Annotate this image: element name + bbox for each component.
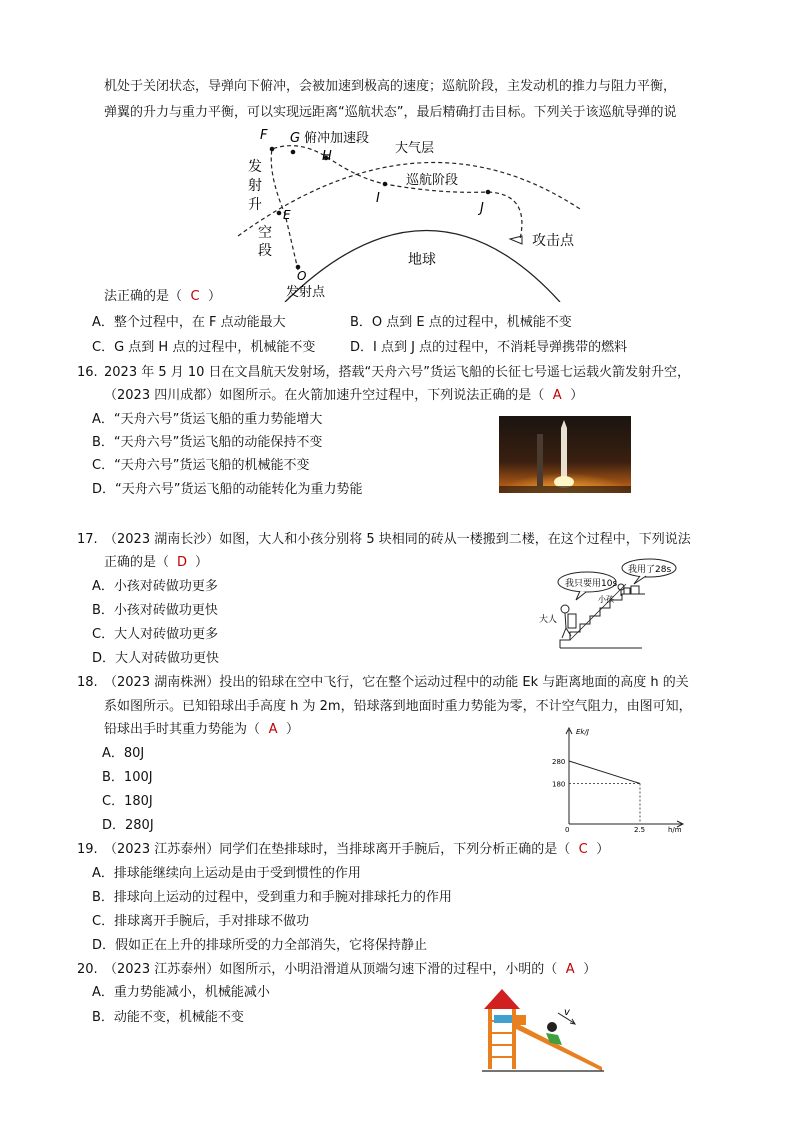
- stairs-illustration: [530, 558, 680, 650]
- ek-series-line: [569, 761, 640, 784]
- q18-option-b: B．100J: [102, 770, 153, 785]
- label-cruise: 巡航阶段: [406, 173, 459, 188]
- slide-roof: [484, 989, 520, 1009]
- label-launch-point: 发射点: [286, 285, 326, 300]
- q19-option-b: B．排球向上运动的过程中，受到重力和手腕对排球托力的作用: [92, 890, 452, 905]
- q18-line1: （2023 湖南株洲）投出的铅球在空中飞行，它在整个运动过程中的动能 Ek 与距离地面的高度 h 的关: [104, 675, 689, 690]
- q19-option-c: C．排球离开手腕后，手对排球不做功: [92, 914, 310, 929]
- q15-stem-line2: 弹翼的升力与重力平衡，可以实现远距离“巡航状态”，最后精确打击目标。下列关于该巡航导弹的说: [104, 105, 677, 120]
- q15-option-a: A．整个过程中，在 F 点动能最大: [92, 315, 286, 330]
- q19-option-a: A．排球能继续向上运动是由于受到惯性的作用: [92, 866, 361, 881]
- bubble-child-text: 我用了28s: [628, 565, 672, 575]
- label-H: H: [322, 149, 332, 164]
- q16-line1: 2023 年 5 月 10 日在文昌航天发射场，搭载“天舟六号”货运飞船的长征七号遥七运载火箭发射升空，: [104, 365, 691, 380]
- q20-option-a: A．重力势能减小，机械能减小: [92, 985, 270, 1000]
- q19-number: 19.: [77, 842, 98, 857]
- q18-option-d: D．280J: [102, 818, 154, 833]
- q16-option-b: B．“天舟六号”货运飞船的动能保持不变: [92, 435, 323, 450]
- q15-stem-line1: 机处于关闭状态，导弹向下俯冲，会被加速到极高的速度；巡航阶段，主发动机的推力与阻力平衡，: [104, 79, 677, 94]
- q17-option-b: B．小孩对砖做功更快: [92, 603, 218, 618]
- q19-option-d: D．假如正在上升的排球所受的力全部消失，它将保持静止: [92, 938, 428, 953]
- label-launch-rise-2: 射: [248, 178, 262, 194]
- missile-trajectory-diagram: [230, 124, 600, 302]
- missile-trajectory: [271, 146, 522, 270]
- slide-chute: [516, 1023, 602, 1071]
- q16-option-a: A．“天舟六号”货运飞船的重力势能增大: [92, 412, 323, 427]
- q19-line1: （2023 江苏泰州）同学们在垫排球时，当排球离开手腕后，下列分析正确的是（ C ）: [104, 842, 610, 857]
- q16-option-d: D．“天舟六号”货运飞船的动能转化为重力势能: [92, 482, 363, 497]
- label-earth: 地球: [408, 252, 436, 268]
- label-atmosphere: 大气层: [395, 141, 435, 156]
- q15-option-b: B．O 点到 E 点的过程中，机械能不变: [350, 315, 572, 330]
- q18-option-a: A．80J: [102, 746, 145, 761]
- x-axis-label: h/m: [668, 826, 682, 834]
- label-launch-rise-5: 段: [258, 243, 272, 259]
- q20-answer: A: [565, 962, 575, 977]
- slide-illustration: [480, 985, 604, 1073]
- x-tick-0: 0: [565, 826, 570, 834]
- label-dive: 俯冲加速段: [304, 131, 370, 146]
- q19-answer: C: [578, 842, 588, 857]
- y-tick-180: 180: [552, 780, 566, 789]
- label-G: G: [290, 131, 301, 146]
- q16-option-c: C．“天舟六号”货运飞船的机械能不变: [92, 458, 310, 473]
- q18-answer: A: [268, 722, 278, 737]
- q17-option-d: D．大人对砖做功更快: [92, 651, 220, 666]
- velocity-label: v: [564, 1007, 570, 1018]
- ek-height-chart: [550, 724, 690, 834]
- q15-option-d: D．I 点到 J 点的过程中，不消耗导弹携带的燃料: [350, 340, 628, 355]
- q15-answer: C: [190, 289, 200, 304]
- q15-stem-line3: 法正确的是（ C ）: [104, 289, 222, 304]
- label-O: O: [297, 269, 307, 283]
- point-G: [291, 150, 296, 155]
- label-launch-rise-3: 升: [248, 197, 262, 213]
- q17-line2: 正确的是（ D ）: [104, 555, 209, 570]
- q18-option-c: C．180J: [102, 794, 153, 809]
- q18-number: 18.: [77, 675, 98, 690]
- point-F: [270, 147, 275, 152]
- xiaoming-head: [547, 1022, 557, 1032]
- q15-option-c: C．G 点到 H 点的过程中，机械能不变: [92, 340, 316, 355]
- label-child: 小孩: [598, 595, 614, 604]
- q18-line3: 铅球出手时其重力势能为（ A ）: [104, 722, 300, 737]
- x-tick-2-5: 2.5: [634, 826, 646, 834]
- q16-number: 16.: [77, 365, 98, 380]
- q20-line1: （2023 江苏泰州）如图所示，小明沿滑道从顶端匀速下滑的过程中，小明的（ A ）: [104, 962, 597, 977]
- label-adult: 大人: [539, 615, 558, 625]
- q16-answer: A: [552, 388, 562, 403]
- label-launch-rise-4: 空: [258, 225, 272, 241]
- label-I: I: [376, 191, 380, 206]
- y-tick-280: 280: [552, 758, 566, 766]
- q17-number: 17.: [77, 532, 98, 547]
- q20-option-b: B．动能不变，机械能不变: [92, 1010, 244, 1025]
- q17-option-c: C．大人对砖做功更多: [92, 627, 219, 642]
- q18-line2: 系如图所示。已知铅球出手高度 h 为 2m，铅球落到地面时重力势能为零，不计空气阻力，由图可知，: [104, 699, 692, 714]
- point-E: [277, 211, 282, 216]
- rocket-launch-photo: [499, 416, 631, 493]
- q17-line1: （2023 湖南长沙）如图，大人和小孩分别将 5 块相同的砖从一楼搬到二楼，在这个过程中，下列说法: [104, 532, 691, 547]
- adult-head: [561, 605, 569, 613]
- point-I: [383, 182, 388, 187]
- bubble-adult-text: 我只要用10s: [565, 579, 618, 589]
- label-J: J: [480, 201, 484, 216]
- label-attack: 攻击点: [532, 233, 574, 249]
- q20-number: 20.: [77, 962, 98, 977]
- point-J: [486, 190, 491, 195]
- q17-answer: D: [177, 555, 188, 570]
- label-F: F: [260, 128, 268, 143]
- label-E: E: [283, 208, 291, 222]
- q16-line2: （2023 四川成都）如图所示。在火箭加速升空过程中，下列说法正确的是（ A ）: [104, 388, 584, 403]
- y-axis-label: Ek/J: [576, 728, 589, 736]
- q17-option-a: A．小孩对砖做功更多: [92, 579, 218, 594]
- label-launch-rise-1: 发: [248, 159, 262, 175]
